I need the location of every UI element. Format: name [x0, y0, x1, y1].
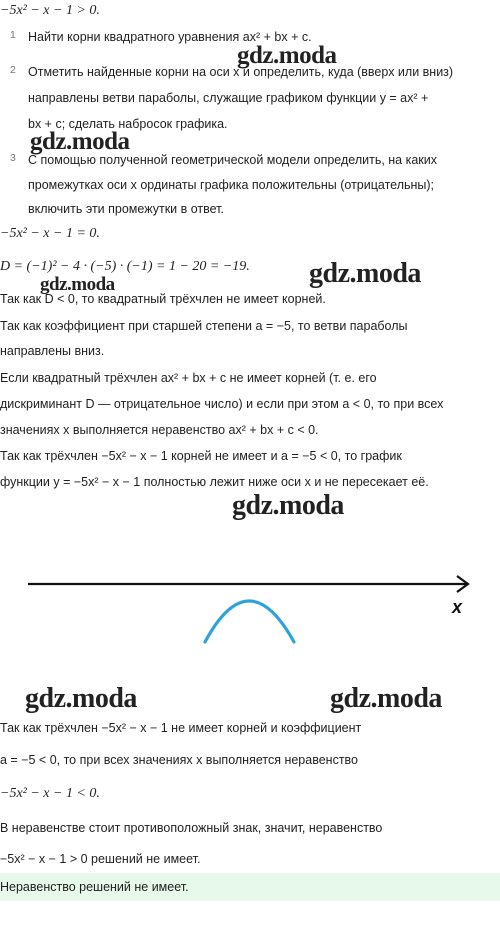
watermark: gdz.moda	[237, 42, 337, 69]
opposite-sign-text: В неравенстве стоит противоположный знак, значит, неравенство	[0, 821, 383, 835]
quadratic-equation: −5x² − x − 1 = 0.	[0, 226, 100, 241]
step-2-line-1: Отметить найденные корни на оси x и определить, куда (вверх или вниз)	[28, 65, 454, 79]
rule-text-1: Если квадратный трёхчлен ax² + bx + c не имеет корней (т. е. его	[0, 371, 377, 385]
watermark: gdz.moda	[30, 128, 130, 155]
inequality-title: −5x² − x − 1 > 0.	[0, 3, 100, 18]
step-3-line-3: включить эти промежутки в ответ.	[28, 202, 224, 216]
rule-text-3: значениях x выполняется неравенство ax² + bx + c < 0.	[0, 423, 319, 437]
answer-box	[0, 873, 500, 901]
step-3-line-2: промежутках оси x ординаты графика положительны (отрицательны);	[28, 178, 435, 192]
watermark: gdz.moda	[40, 274, 115, 295]
x-axis-label: x	[452, 597, 463, 617]
no-roots-text: Так как D < 0, то квадратный трёхчлен не имеет корней.	[0, 292, 326, 306]
parabola-curve	[205, 601, 294, 642]
answer-text: Неравенство решений не имеет.	[0, 880, 189, 894]
parabola-graph	[0, 560, 500, 660]
conclusion-inequality: −5x² − x − 1 < 0.	[0, 786, 100, 801]
graph-below-text-2: функции y = −5x² − x − 1 полностью лежит ниже оси x и не пересекает её.	[0, 475, 429, 489]
branches-text-1: Так как коэффициент при старшей степени a = −5, то ветви параболы	[0, 319, 408, 333]
watermark: gdz.moda	[309, 258, 421, 289]
step-number-3: 3	[10, 152, 16, 164]
step-3-line-1: С помощью полученной геометрической модели определить, на каких	[28, 153, 438, 167]
conclusion-text-1: Так как трёхчлен −5x² − x − 1 не имеет корней и коэффициент	[0, 721, 362, 735]
no-solutions-text: −5x² − x − 1 > 0 решений не имеет.	[0, 852, 201, 866]
rule-text-2: дискриминант D — отрицательное число) и если при этом a < 0, то при всех	[0, 397, 444, 411]
watermark: gdz.moda	[232, 490, 344, 521]
step-2-line-2: направлены ветви параболы, служащие графиком функции y = ax² +	[28, 91, 429, 105]
step-number-1: 1	[10, 29, 16, 41]
graph-below-text-1: Так как трёхчлен −5x² − x − 1 корней не имеет и a = −5 < 0, то график	[0, 449, 402, 463]
step-2-line-3: bx + c; сделать набросок графика.	[28, 117, 228, 131]
step-number-2: 2	[10, 64, 16, 76]
watermark: gdz.moda	[25, 683, 137, 714]
branches-text-2: направлены вниз.	[0, 344, 105, 358]
discriminant-line: D = (−1)² − 4 · (−5) · (−1) = 1 − 20 = −19.	[0, 259, 250, 274]
conclusion-text-2: a = −5 < 0, то при всех значениях x выполняется неравенство	[0, 753, 358, 767]
watermark: gdz.moda	[330, 683, 442, 714]
step-1-line-1: Найти корни квадратного уравнения ax² + bx + c.	[28, 30, 312, 44]
